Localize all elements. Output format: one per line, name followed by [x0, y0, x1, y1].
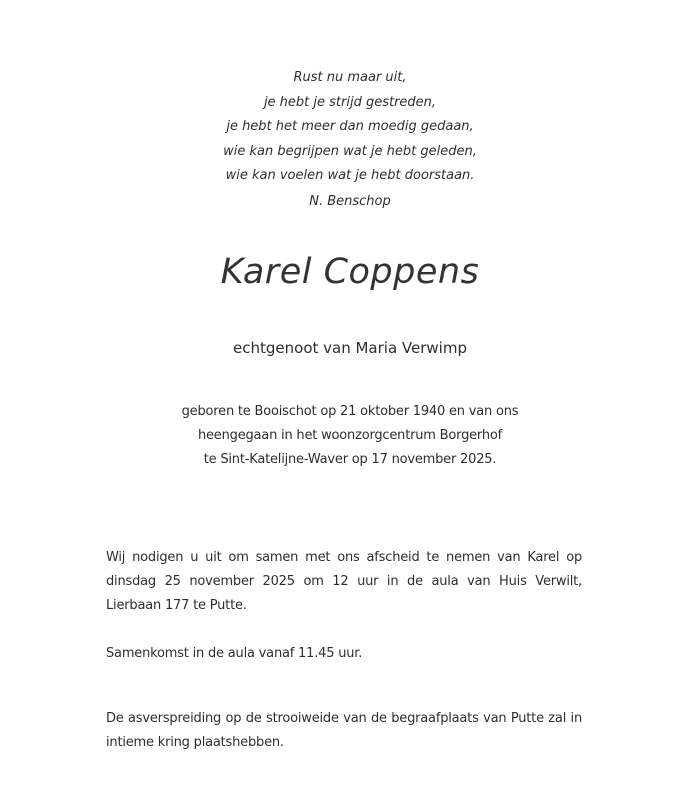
funeral-invitation-paragraph: Wij nodigen u uit om samen met ons afscheid te nemen van Karel op dinsdag 25 november 2025 om 12 uur in de aula van Huis Verwilt, Lierbaan 177 te Putte. [106, 550, 582, 613]
gathering-paragraph: Samenkomst in de aula vanaf 11.45 uur. [106, 646, 363, 661]
poem [0, 66, 700, 214]
birth-line: geboren te Booischot op 21 oktober 1940 en van ons [181, 404, 519, 419]
birth-line: te Sint-Katelijne-Waver op 17 november 2025. [203, 452, 497, 467]
poem-line: je hebt het meer dan moedig gedaan, [226, 119, 474, 134]
deceased-name: Karel Coppens [220, 252, 480, 292]
spouse-line: echtgenoot van Maria Verwimp [233, 339, 467, 357]
birth-line: heengegaan in het woonzorgcentrum Borgerhof [197, 428, 503, 443]
poem-line: wie kan voelen wat je hebt doorstaan. [225, 168, 475, 183]
poem-line: je hebt je strijd gestreden, [263, 94, 437, 110]
poem-line: Rust nu maar uit, [293, 70, 407, 85]
poem-line: wie kan begrijpen wat je hebt geleden, [223, 143, 477, 159]
birth-death-details [0, 400, 700, 472]
ash-scattering-paragraph: De asverspreiding op de strooiweide van de begraafplaats van Putte zal in intieme kring plaatshebben. [106, 711, 582, 750]
poem-author: N. Benschop [309, 193, 391, 209]
